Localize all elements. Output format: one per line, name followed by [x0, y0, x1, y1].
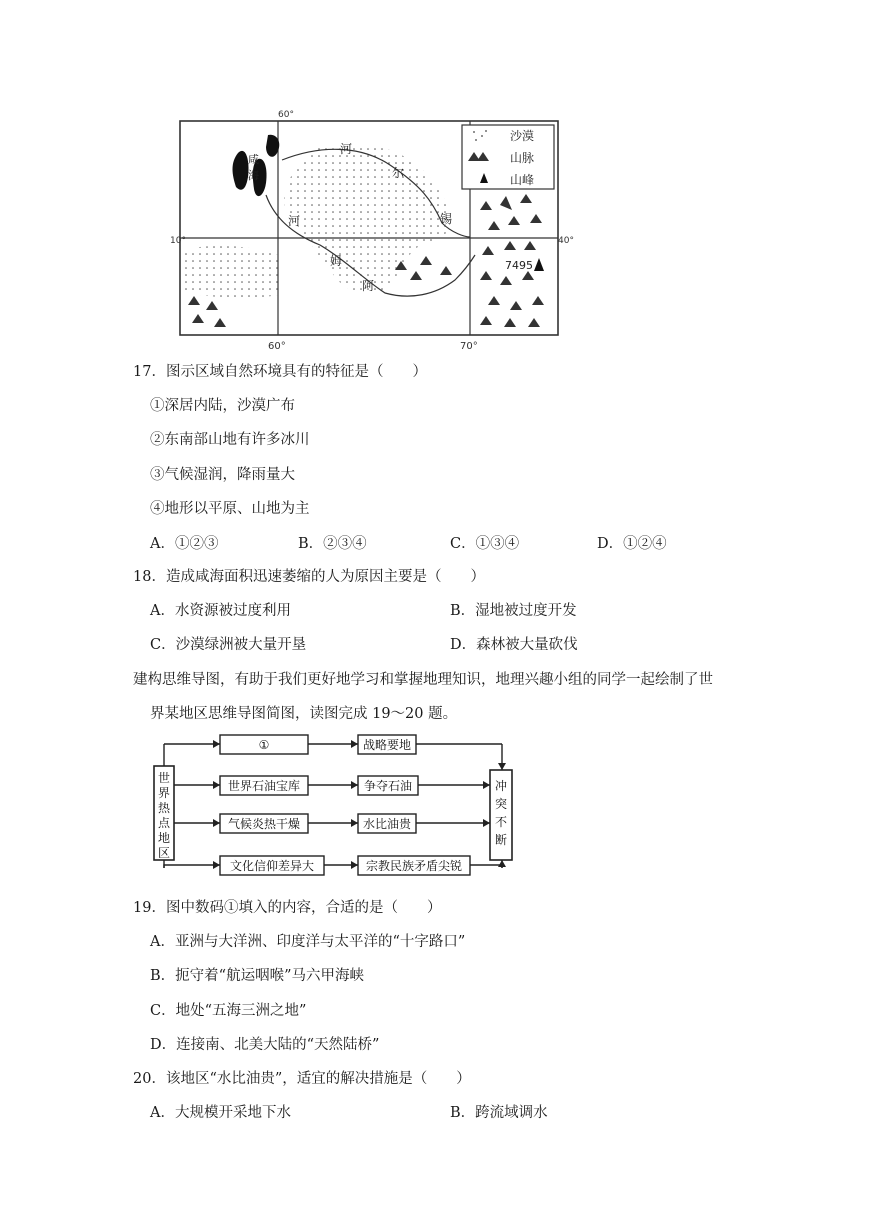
q19-option-c[interactable]: C．地处“五海三洲之地”: [150, 1003, 307, 1019]
q20-option-a[interactable]: A．大规模开采地下水: [150, 1105, 291, 1121]
q20-stem: 20．该地区“水比油贵”，适宜的解决措施是（ ）: [133, 1071, 471, 1087]
result-char-4: 断: [494, 833, 508, 847]
lat-top-label: 60°: [278, 110, 294, 120]
q19-option-d[interactable]: D．连接南、北美大陆的“天然陆桥”: [150, 1037, 380, 1053]
right-node-4: 宗教民族矛盾尖锐: [365, 859, 463, 873]
legend-peak: 山峰: [510, 173, 535, 187]
right-node-1: 战略要地: [362, 738, 412, 752]
legend-mountain: 山脉: [510, 151, 535, 165]
q17-option-d[interactable]: D．①②④: [597, 536, 667, 552]
right-node-2: 争夺石油: [363, 779, 413, 793]
river-north-1: 河: [340, 142, 353, 156]
right-node-3: 水比油贵: [362, 817, 412, 831]
intro-line-2: 界某地区思维导图简图，读图完成 19～20 题。: [150, 706, 458, 722]
root-char-2: 界: [157, 786, 171, 800]
left-node-2: 世界石油宝库: [227, 779, 301, 793]
river-south-3: 阿: [362, 279, 375, 293]
q17-option-c[interactable]: C．①③④: [450, 536, 520, 552]
q18-stem: 18．造成咸海面积迅速萎缩的人为原因主要是（ ）: [133, 569, 485, 585]
root-char-4: 点: [157, 816, 171, 830]
q17-option-a[interactable]: A．①②③: [150, 536, 219, 552]
river-north-2: 尔: [392, 166, 405, 180]
lat-left-label: 10°: [170, 236, 186, 246]
river-north-3: 锡: [440, 212, 453, 226]
lat-mid-label: 40°: [558, 236, 574, 246]
result-char-3: 不: [494, 815, 508, 829]
q17-item-4: ④地形以平原、山地为主: [150, 501, 310, 517]
central-asia-map: [170, 105, 574, 355]
mind-map: [150, 730, 530, 890]
lon-70-label: 70°: [460, 341, 478, 352]
legend-desert: 沙漠: [510, 129, 535, 143]
root-char-6: 区: [157, 846, 171, 860]
root-char-5: 地: [157, 831, 171, 845]
left-node-3: 气候炎热干燥: [227, 817, 301, 831]
q17-item-2: ②东南部山地有许多冰川: [150, 432, 310, 448]
q18-option-a[interactable]: A．水资源被过度利用: [150, 603, 291, 619]
river-south-2: 姆: [330, 254, 343, 268]
lon-60-label: 60°: [268, 341, 286, 352]
mind-map-svg: [150, 730, 530, 890]
q17-stem: 17．图示区域自然环境具有的特征是（ ）: [133, 364, 427, 380]
desert-area-west: [184, 246, 278, 298]
q18-option-b[interactable]: B．湿地被过度开发: [450, 603, 577, 619]
left-node-1: ①: [258, 738, 270, 752]
result-char-2: 突: [494, 797, 508, 811]
q17-item-3: ③气候湿润，降雨量大: [150, 467, 295, 483]
q19-option-a[interactable]: A．亚洲与大洋洲、印度洋与太平洋的“十字路口”: [150, 934, 466, 950]
q17-option-b[interactable]: B．②③④: [298, 536, 367, 552]
peak-height-label: 7495: [505, 259, 533, 272]
q19-stem: 19．图中数码①填入的内容，合适的是（ ）: [133, 900, 442, 916]
root-char-1: 世: [157, 771, 171, 785]
sea-label-2: 海: [248, 169, 259, 182]
q18-option-d[interactable]: D．森林被大量砍伐: [450, 637, 578, 653]
sea-label-1: 咸: [248, 153, 259, 166]
q20-option-b[interactable]: B．跨流域调水: [450, 1105, 548, 1121]
root-char-3: 热: [157, 801, 171, 815]
q17-item-1: ①深居内陆，沙漠广布: [150, 398, 295, 414]
q19-option-b[interactable]: B．扼守着“航运咽喉”马六甲海峡: [150, 968, 364, 984]
map-svg: [170, 105, 574, 355]
river-south-1: 河: [288, 214, 301, 228]
intro-line-1: 建构思维导图，有助于我们更好地学习和掌握地理知识，地理兴趣小组的同学一起绘制了世: [133, 672, 713, 688]
left-node-4: 文化信仰差异大: [229, 859, 315, 873]
q18-option-c[interactable]: C．沙漠绿洲被大量开垦: [150, 637, 307, 653]
result-char-1: 冲: [494, 779, 508, 793]
